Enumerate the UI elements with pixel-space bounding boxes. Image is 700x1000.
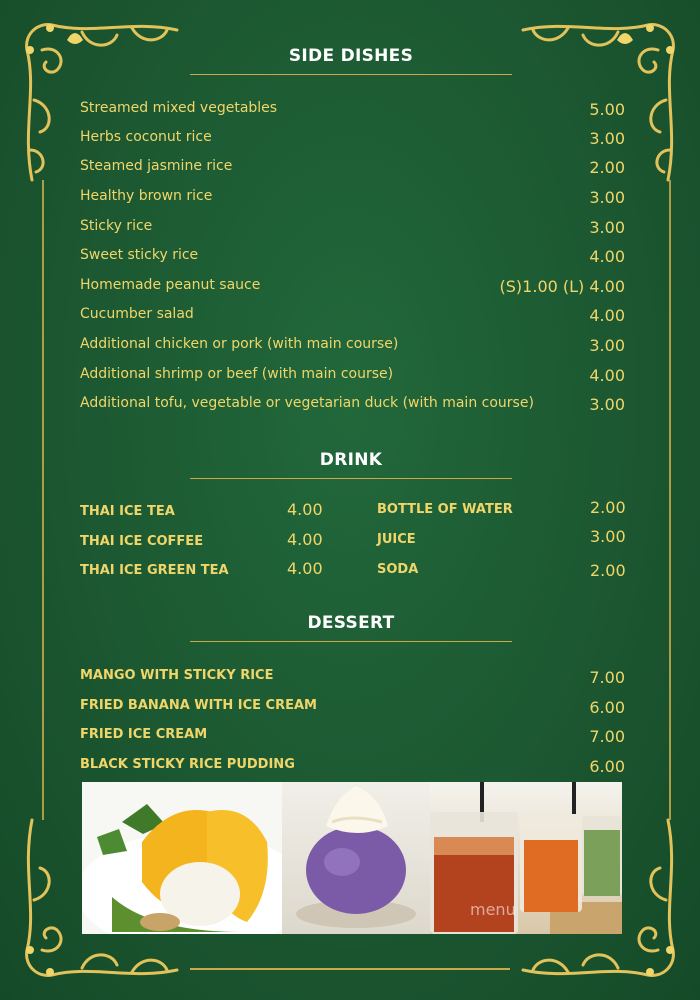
menu-item: [80, 247, 625, 266]
mango-sticky-rice-image: [82, 782, 282, 934]
item-price: 4.00: [589, 366, 625, 385]
item-name: Sticky rice: [80, 218, 153, 234]
menu-item: [80, 336, 625, 355]
item-name: MANGO WITH STICKY RICE: [80, 668, 274, 683]
item-price: 3.00: [589, 395, 625, 414]
item-name: BLACK STICKY RICE PUDDING: [80, 757, 295, 772]
menu-item: [80, 100, 625, 119]
drink-name: THAI ICE TEA: [80, 504, 175, 519]
item-price: 3.00: [589, 188, 625, 207]
drink-price: 4.00: [287, 500, 323, 519]
item-price: 4.00: [589, 247, 625, 266]
item-name: Additional chicken or pork (with main course): [80, 336, 399, 352]
watermark: menu: [470, 900, 516, 919]
section-heading-dessert: DESSERT: [190, 613, 512, 642]
item-price: 3.00: [589, 129, 625, 148]
item-name: Homemade peanut sauce: [80, 277, 261, 293]
drink-price: 2.00: [590, 498, 626, 517]
menu-item: [80, 158, 625, 177]
dessert-item: [80, 698, 625, 717]
drink-name: SODA: [377, 562, 419, 577]
item-price: 4.00: [589, 306, 625, 325]
border-line: [669, 180, 671, 820]
drink-name: THAI ICE COFFEE: [80, 534, 204, 549]
menu-item: [80, 218, 625, 237]
menu-item: [80, 366, 625, 385]
item-price: 7.00: [589, 727, 625, 746]
menu-item: [80, 188, 625, 207]
item-name: Herbs coconut rice: [80, 129, 212, 145]
dessert-item: [80, 727, 625, 746]
item-name: Healthy brown rice: [80, 188, 213, 204]
item-price: 3.00: [589, 218, 625, 237]
item-name: Additional tofu, vegetable or vegetarian duck (with main course): [80, 395, 534, 411]
ice-cream-image: [282, 782, 430, 934]
bottom-rule: [190, 968, 510, 970]
dessert-item: [80, 757, 625, 776]
drink-price: 4.00: [287, 530, 323, 549]
drink-price: 4.00: [287, 559, 323, 578]
drink-name: JUICE: [377, 532, 416, 547]
drink-price: 2.00: [590, 561, 626, 580]
drink-name: THAI ICE GREEN TEA: [80, 563, 229, 578]
border-line: [42, 180, 44, 820]
item-price: 3.00: [589, 336, 625, 355]
food-photos: [82, 782, 622, 934]
item-price: 5.00: [589, 100, 625, 119]
thai-drinks-image: [430, 782, 622, 934]
section-heading-side-dishes: SIDE DISHES: [190, 46, 512, 75]
menu-item: [80, 129, 625, 148]
item-price: 2.00: [589, 158, 625, 177]
dessert-item: [80, 668, 625, 687]
item-name: Streamed mixed vegetables: [80, 100, 278, 116]
item-name: Additional shrimp or beef (with main course): [80, 366, 394, 382]
item-name: Steamed jasmine rice: [80, 158, 233, 174]
section-heading-drink: DRINK: [190, 450, 512, 479]
menu-item: [80, 395, 625, 414]
menu-item: [80, 277, 625, 296]
menu-item: [80, 306, 625, 325]
item-name: Cucumber salad: [80, 306, 194, 322]
item-price: (S)1.00 (L) 4.00: [499, 277, 625, 296]
item-name: FRIED BANANA WITH ICE CREAM: [80, 698, 317, 713]
item-name: Sweet sticky rice: [80, 247, 199, 263]
drink-name: BOTTLE OF WATER: [377, 502, 513, 517]
item-price: 6.00: [589, 698, 625, 717]
drink-price: 3.00: [590, 527, 626, 546]
item-price: 6.00: [589, 757, 625, 776]
item-price: 7.00: [589, 668, 625, 687]
item-name: FRIED ICE CREAM: [80, 727, 208, 742]
